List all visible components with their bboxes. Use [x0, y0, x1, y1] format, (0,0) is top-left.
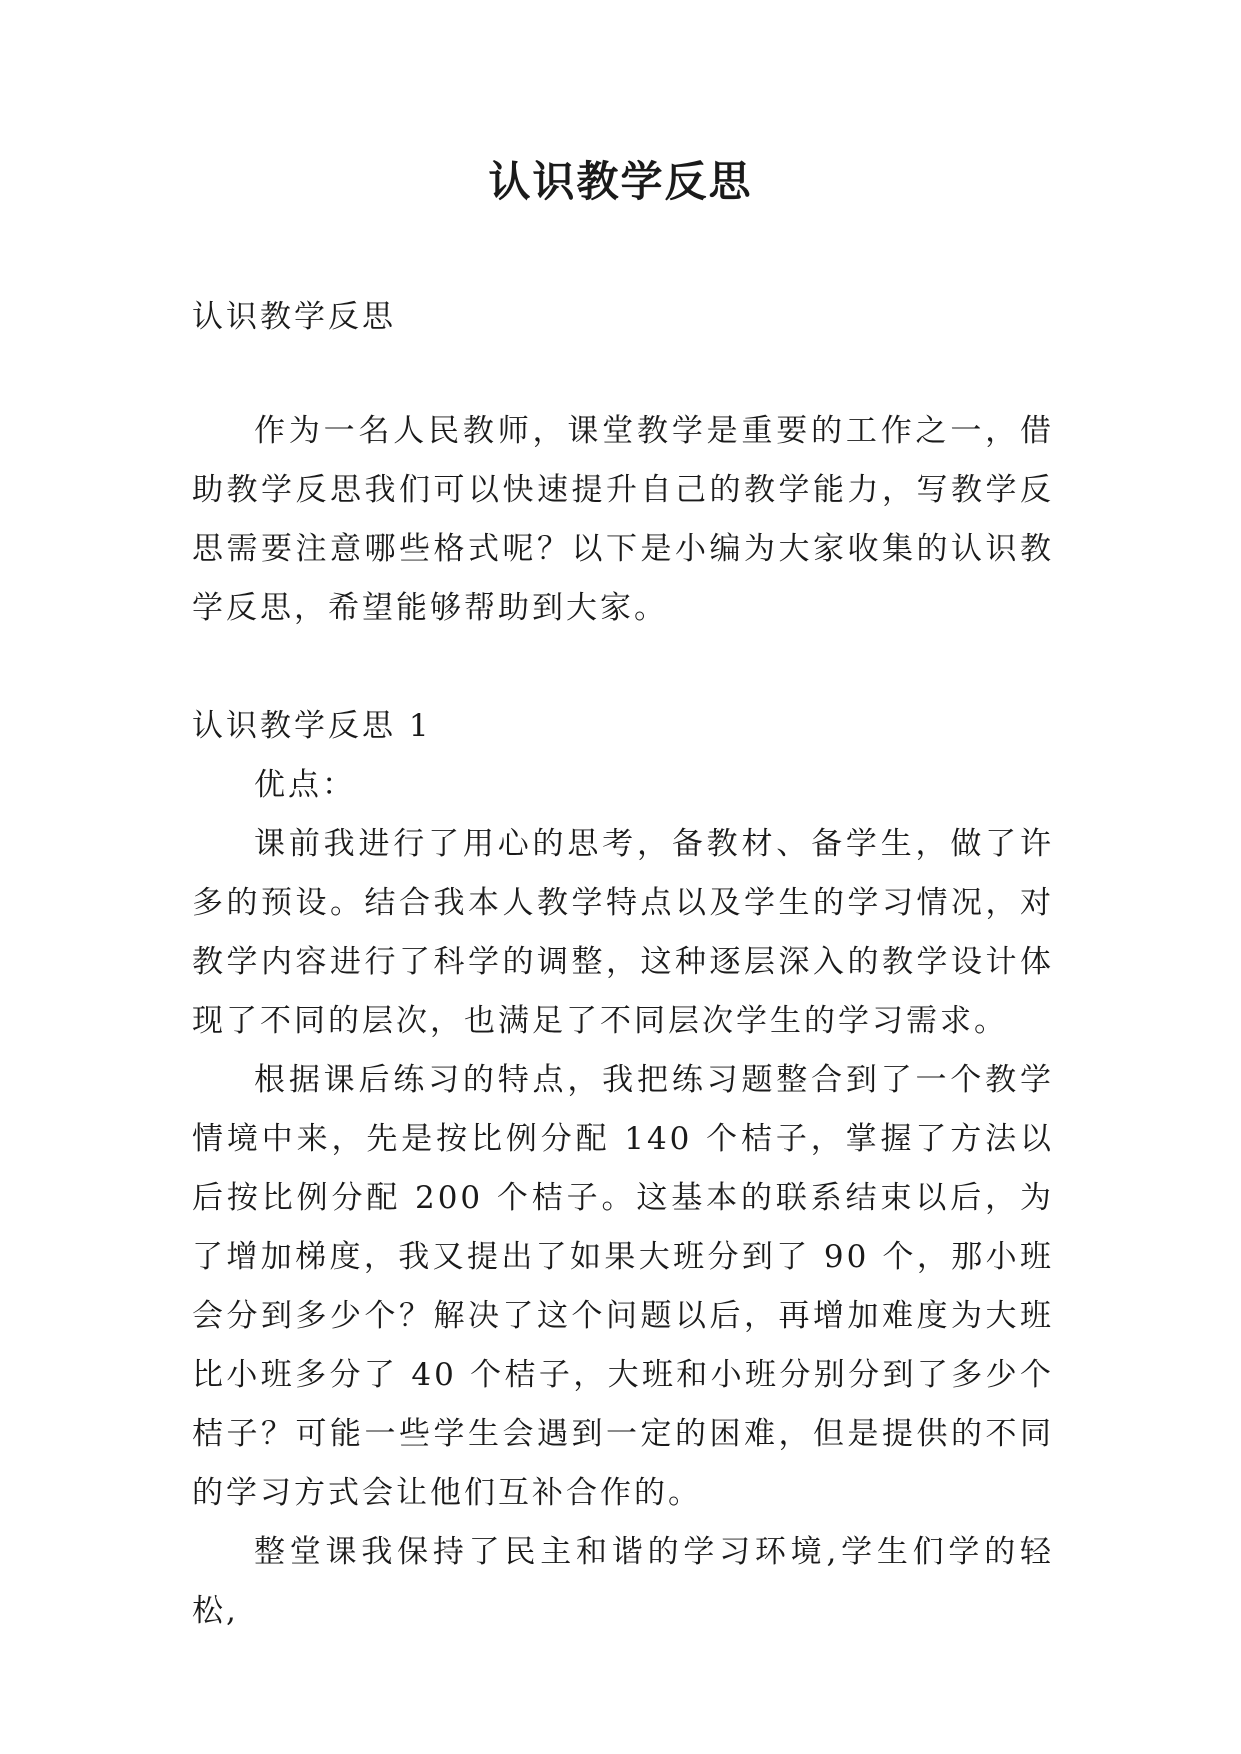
document-subtitle: 认识教学反思 — [192, 299, 396, 335]
section-heading: 认识教学反思 1 — [192, 708, 432, 744]
body-paragraph: 课前我进行了用心的思考，备教材、备学生，做了许多的预设。结合我本人教学特点以及学生的学习情况，对教学内容进行了科学的调整，这种逐层深入的教学设计体现了不同的层次，也满足了不同层次学生的学习需求。 — [192, 826, 1054, 1039]
section-label: 优点： — [254, 767, 356, 803]
body-paragraph: 根据课后练习的特点，我把练习题整合到了一个教学情境中来，先是按比例分配 140 个桔子，掌握了方法以后按比例分配 200 个桔子。这基本的联系结束以后，为了增加梯度，我又提出了如果大班分到了 90 个，那小班会分到多少个？解决了这个问题以后，再增加难度为大班比小班多分了 40 个桔子，大班和小班分别分到了多少个桔子？可能一些学生会遇到一定的困难，但是提供的不同的学习方式会让他们互补合作的。 — [192, 1062, 1054, 1511]
document-title: 认识教学反思 — [488, 157, 753, 206]
document-body — [192, 288, 1054, 1641]
intro-paragraph: 作为一名人民教师，课堂教学是重要的工作之一，借助教学反思我们可以快速提升自己的教学能力，写教学反思需要注意哪些格式呢？以下是小编为大家收集的认识教学反思，希望能够帮助到大家。 — [192, 413, 1054, 626]
body-paragraph: 整堂课我保持了民主和谐的学习环境,学生们学的轻松, — [192, 1534, 1054, 1629]
